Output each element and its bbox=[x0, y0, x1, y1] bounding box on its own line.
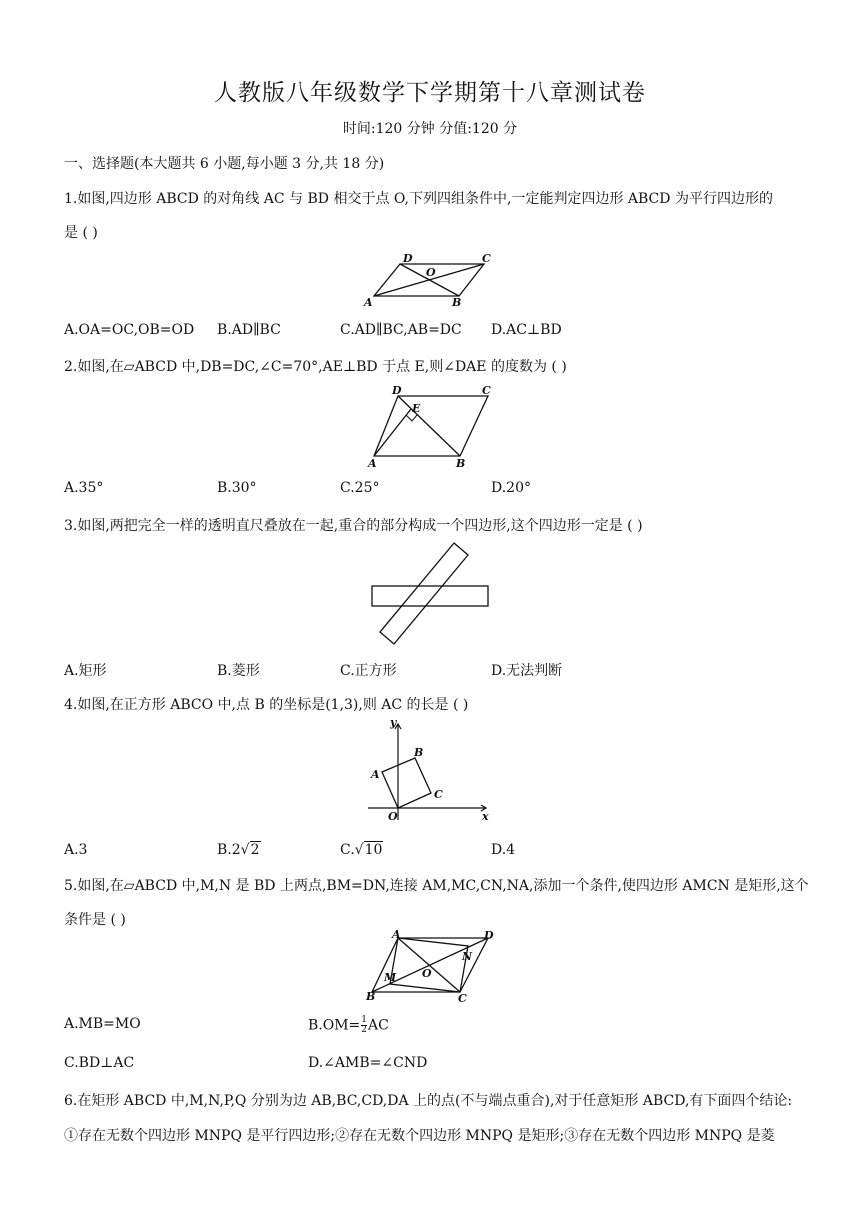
q2-parallelogram bbox=[374, 396, 488, 456]
q3-option-d: D.无法判断 bbox=[491, 663, 563, 679]
q5-option-c: C.BD⊥AC bbox=[64, 1055, 135, 1071]
q4-label-c: C bbox=[434, 788, 443, 801]
q4-figure bbox=[362, 714, 496, 826]
q5-label-b: B bbox=[366, 990, 376, 1003]
q4-option-b-radicand: 2 bbox=[250, 842, 260, 858]
q2-option-a: A.35° bbox=[64, 480, 104, 496]
q5-option-d: D.∠AMB=∠CND bbox=[308, 1055, 428, 1071]
q1-text: 1.如图,四边形 ABCD 的对角线 AC 与 BD 相交于点 O,下列四组条件中,一定能判定四边形 ABCD 为平行四边形的 bbox=[64, 191, 773, 207]
q1-option-d: D.AC⊥BD bbox=[491, 322, 562, 338]
q2-figure bbox=[360, 382, 500, 472]
q1-option-c: C.AD∥BC,AB=DC bbox=[340, 322, 462, 338]
q2-label-b: B bbox=[456, 457, 466, 470]
q3-option-b: B.菱形 bbox=[217, 663, 260, 679]
q5-option-b-prefix: B.OM= bbox=[308, 1017, 361, 1034]
q2-segment-ae bbox=[374, 409, 411, 456]
q4-label-x: x bbox=[482, 810, 489, 823]
q4-option-b-prefix: B.2 bbox=[217, 842, 241, 858]
q1-label-d: D bbox=[403, 252, 413, 265]
sqrt-icon: √10 bbox=[354, 842, 383, 858]
q4-option-c-prefix: C. bbox=[340, 842, 355, 858]
q6-text: 6.在矩形 ABCD 中,M,N,P,Q 分别为边 AB,BC,CD,DA 上的点(不与端点重合),对于任意矩形 ABCD,有下面四个结论: bbox=[64, 1093, 793, 1109]
q3-text: 3.如图,两把完全一样的透明直尺叠放在一起,重合的部分构成一个四边形,这个四边形一定是 ( ) bbox=[64, 518, 643, 534]
q2-label-d: D bbox=[392, 384, 402, 397]
q4-option-c bbox=[340, 842, 383, 858]
q4-text: 4.如图,在正方形 ABCO 中,点 B 的坐标是(1,3),则 AC 的长是 ( ) bbox=[64, 697, 469, 713]
q1-label-a: A bbox=[364, 296, 373, 309]
q2-diagonal-bd bbox=[398, 396, 460, 456]
q2-option-b: B.30° bbox=[217, 480, 257, 496]
q4-option-c-radicand: 10 bbox=[364, 842, 383, 858]
q2-label-e: E bbox=[412, 402, 421, 415]
q1-option-a: A.OA=OC,OB=OD bbox=[64, 322, 195, 338]
q2-option-c: C.25° bbox=[340, 480, 380, 496]
q1-figure bbox=[360, 250, 500, 310]
q5-text: 5.如图,在▱ABCD 中,M,N 是 BD 上两点,BM=DN,连接 AM,MC,CN,NA,添加一个条件,使四边形 AMCN 是矩形,这个 bbox=[64, 878, 809, 894]
q4-option-a: A.3 bbox=[64, 842, 88, 858]
fraction-numerator: 1 bbox=[361, 1015, 368, 1025]
section-heading: 一、选择题(本大题共 6 小题,每小题 3 分,共 18 分) bbox=[64, 156, 385, 172]
exam-info: 时间:120 分钟 分值:120 分 bbox=[342, 121, 518, 137]
q4-label-a: A bbox=[371, 768, 380, 781]
q1-label-c: C bbox=[482, 252, 491, 265]
q5-figure bbox=[360, 928, 500, 1008]
q5-label-n: N bbox=[462, 950, 473, 963]
q3-option-a: A.矩形 bbox=[64, 663, 107, 679]
q5-label-o: O bbox=[422, 967, 432, 980]
q5-option-a: A.MB=MO bbox=[64, 1016, 141, 1032]
q5-text-cont: 条件是 ( ) bbox=[64, 912, 126, 928]
q1-option-b: B.AD∥BC bbox=[217, 322, 281, 338]
q5-option-b-suffix: AC bbox=[368, 1017, 389, 1034]
q1-label-o: O bbox=[426, 266, 436, 279]
q4-label-o: O bbox=[388, 810, 398, 823]
q4-label-b: B bbox=[414, 746, 424, 759]
q5-label-d: D bbox=[484, 929, 494, 942]
q1-text-cont: 是 ( ) bbox=[64, 225, 98, 241]
q2-text: 2.如图,在▱ABCD 中,DB=DC,∠C=70°,AE⊥BD 于点 E,则∠DAE 的度数为 ( ) bbox=[64, 359, 567, 375]
sqrt-icon: √2 bbox=[240, 842, 260, 858]
q5-label-m: M bbox=[384, 971, 397, 984]
q5-label-c: C bbox=[458, 992, 467, 1005]
q3-ruler-diagonal bbox=[380, 543, 468, 644]
q2-right-angle-mark bbox=[406, 415, 417, 421]
q2-label-c: C bbox=[482, 384, 491, 397]
q5-option-b bbox=[308, 1016, 389, 1035]
q2-label-a: A bbox=[368, 457, 377, 470]
fraction bbox=[361, 1016, 367, 1035]
q4-label-y: y bbox=[390, 716, 397, 729]
q4-option-d: D.4 bbox=[491, 842, 516, 858]
fraction-denominator: 2 bbox=[361, 1025, 368, 1035]
q6-text-cont: ①存在无数个四边形 MNPQ 是平行四边形;②存在无数个四边形 MNPQ 是矩形;③存在无数个四边形 MNPQ 是菱 bbox=[64, 1128, 775, 1144]
q3-figure bbox=[366, 540, 496, 650]
page-title: 人教版八年级数学下学期第十八章测试卷 bbox=[214, 80, 646, 106]
q3-option-c: C.正方形 bbox=[340, 663, 397, 679]
q4-square bbox=[382, 758, 431, 808]
q4-option-b bbox=[217, 842, 261, 858]
q2-option-d: D.20° bbox=[491, 480, 531, 496]
q5-diagonal-ac bbox=[398, 938, 460, 992]
q1-label-b: B bbox=[452, 296, 462, 309]
q5-label-a: A bbox=[392, 928, 401, 941]
q3-ruler-horizontal bbox=[372, 586, 488, 606]
